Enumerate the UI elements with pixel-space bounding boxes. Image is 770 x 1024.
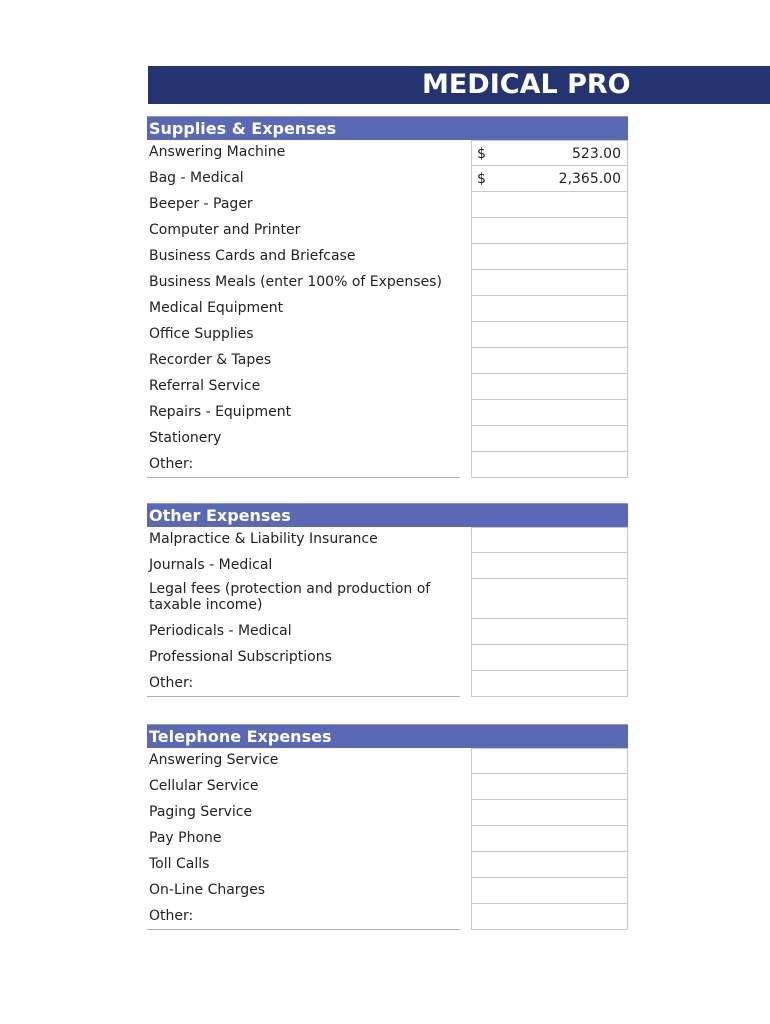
amount-cell[interactable] — [471, 322, 628, 348]
amount-cell[interactable] — [471, 619, 628, 645]
currency-symbol: $ — [477, 171, 486, 187]
section-header: Supplies & Expenses — [147, 116, 628, 140]
section-rows — [147, 527, 628, 697]
expense-row — [147, 270, 628, 296]
expense-row — [147, 619, 628, 645]
expense-label: Professional Subscriptions — [149, 649, 332, 665]
expense-label: Bag - Medical — [149, 170, 244, 186]
amount-cell[interactable] — [471, 800, 628, 826]
expense-label: Toll Calls — [149, 856, 210, 872]
expense-row — [147, 878, 628, 904]
expense-label: Legal fees (protection and production of taxable income) — [149, 581, 431, 613]
amount-cell[interactable] — [471, 579, 628, 619]
expense-label: On-Line Charges — [149, 882, 266, 898]
expense-row — [147, 452, 628, 478]
amount-cell[interactable] — [471, 166, 628, 192]
expense-label: Referral Service — [149, 378, 261, 394]
expense-label: Recorder & Tapes — [149, 352, 272, 368]
amount-cell[interactable] — [471, 374, 628, 400]
section-rows — [147, 140, 628, 478]
expense-row — [147, 748, 628, 774]
amount-cell[interactable] — [471, 645, 628, 671]
amount-cell[interactable] — [471, 553, 628, 579]
expense-row — [147, 400, 628, 426]
amount-value: 523.00 — [572, 146, 621, 162]
expense-label: Other: — [149, 908, 194, 924]
amount-value: 2,365.00 — [558, 171, 621, 187]
amount-cell[interactable] — [471, 270, 628, 296]
amount-cell[interactable] — [471, 671, 628, 697]
expense-label: Beeper - Pager — [149, 196, 253, 212]
expense-label: Periodicals - Medical — [149, 623, 292, 639]
expense-row — [147, 800, 628, 826]
expense-label: Other: — [149, 456, 194, 472]
section-header: Other Expenses — [147, 503, 628, 527]
expense-row — [147, 826, 628, 852]
page-title: MEDICAL PRO — [422, 70, 631, 100]
section-supplies-expenses — [147, 116, 628, 478]
expense-row — [147, 140, 628, 166]
amount-cell[interactable] — [471, 348, 628, 374]
amount-cell[interactable] — [471, 140, 628, 166]
expense-row — [147, 645, 628, 671]
expense-row — [147, 348, 628, 374]
expense-row — [147, 426, 628, 452]
expense-row — [147, 671, 628, 697]
expense-label: Office Supplies — [149, 326, 254, 342]
other-underline — [147, 696, 460, 697]
expense-row — [147, 374, 628, 400]
amount-cell[interactable] — [471, 774, 628, 800]
expense-label: Other: — [149, 675, 194, 691]
section-telephone-expenses — [147, 724, 628, 930]
amount-cell[interactable] — [471, 296, 628, 322]
amount-cell[interactable] — [471, 904, 628, 930]
expense-row — [147, 322, 628, 348]
expense-row — [147, 904, 628, 930]
expense-label: Answering Service — [149, 752, 279, 768]
amount-cell[interactable] — [471, 527, 628, 553]
amount-cell[interactable] — [471, 426, 628, 452]
expense-row — [147, 244, 628, 270]
currency-symbol: $ — [477, 146, 486, 162]
expense-row — [147, 852, 628, 878]
amount-cell[interactable] — [471, 826, 628, 852]
expense-label: Business Meals (enter 100% of Expenses) — [149, 274, 442, 290]
expense-row — [147, 774, 628, 800]
other-underline — [147, 477, 460, 478]
title-bar — [148, 66, 770, 104]
other-underline — [147, 929, 460, 930]
section-other-expenses — [147, 503, 628, 697]
expense-label: Business Cards and Briefcase — [149, 248, 356, 264]
amount-cell[interactable] — [471, 400, 628, 426]
expense-row — [147, 192, 628, 218]
amount-cell[interactable] — [471, 852, 628, 878]
amount-cell[interactable] — [471, 218, 628, 244]
expense-label: Pay Phone — [149, 830, 222, 846]
section-rows — [147, 748, 628, 930]
amount-cell[interactable] — [471, 244, 628, 270]
expense-row — [147, 527, 628, 553]
expense-row — [147, 579, 628, 619]
section-header: Telephone Expenses — [147, 724, 628, 748]
expense-label: Answering Machine — [149, 144, 286, 160]
amount-cell[interactable] — [471, 878, 628, 904]
expense-row — [147, 166, 628, 192]
expense-row — [147, 553, 628, 579]
amount-cell[interactable] — [471, 748, 628, 774]
amount-cell[interactable] — [471, 192, 628, 218]
expense-label: Medical Equipment — [149, 300, 284, 316]
expense-row — [147, 296, 628, 322]
expense-label: Paging Service — [149, 804, 253, 820]
expense-label: Malpractice & Liability Insurance — [149, 531, 378, 547]
expense-label: Repairs - Equipment — [149, 404, 292, 420]
expense-label: Computer and Printer — [149, 222, 301, 238]
amount-cell[interactable] — [471, 452, 628, 478]
expense-label: Cellular Service — [149, 778, 259, 794]
expense-row — [147, 218, 628, 244]
expense-label: Journals - Medical — [149, 557, 273, 573]
expense-label: Stationery — [149, 430, 222, 446]
